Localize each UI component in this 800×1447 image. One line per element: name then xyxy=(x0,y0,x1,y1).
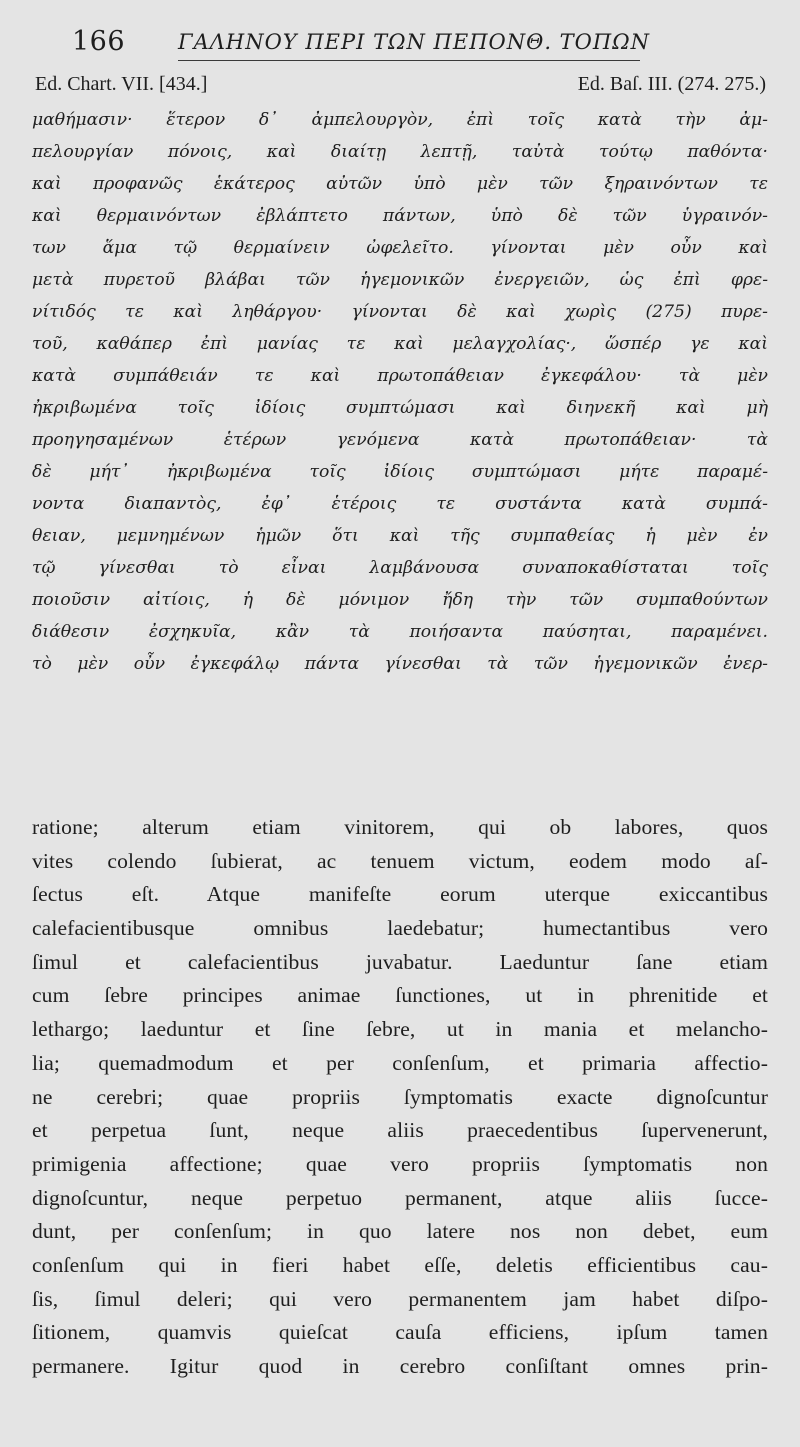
greek-line: δὲ μήτ᾽ ἠκριβωμένα τοῖς ἰδίοις συμπτώμασι μήτε παραμέ- xyxy=(32,462,768,482)
latin-line: ratione; alterum etiam vinitorem, qui ob labores, quos xyxy=(32,815,768,839)
latin-line: primigenia affectione; quae vero propriis ſymptomatis non xyxy=(32,1151,768,1176)
greek-line: τὸ μὲν οὖν ἐγκεφάλῳ πάντα γίνεσθαι τὰ τῶν ἡγεμονικῶν ἐνερ- xyxy=(32,654,768,674)
latin-line: ſectus eſt. Atque manifeſte eorum uterque exiccantibus xyxy=(32,882,768,907)
greek-line: μετὰ πυρετοῦ βλάβαι τῶν ἡγεμονικῶν ἐνεργειῶν, ὡς ἐπὶ φρε- xyxy=(32,270,768,290)
latin-line: ſitionem, quamvis quieſcat cauſa efficiens, ipſum tamen xyxy=(32,1320,768,1345)
latin-line: lia; quemadmodum et per conſenſum, et primaria affectio- xyxy=(32,1050,768,1075)
greek-line: διάθεσιν ἐσχηκυῖα, κἂν τὰ ποιήσαντα παύσηται, παραμένει. xyxy=(32,622,768,642)
greek-line: πελουργίαν πόνοις, καὶ διαίτῃ λεπτῇ, ταὐτὰ τούτῳ παθόντα· xyxy=(32,142,768,162)
greek-line: θειαν, μεμνημένων ἡμῶν ὅτι καὶ τῆς συμπαθείας ἡ μὲν ἐν xyxy=(32,526,768,546)
greek-line: νοντα διαπαντὸς, ἐφ᾽ ἑτέροις τε συστάντα κατὰ συμπά- xyxy=(32,494,768,514)
greek-line: νίτιδός τε καὶ ληθάργου· γίνονται δὲ καὶ χωρὶς (275) πυρε- xyxy=(32,302,768,322)
edition-references xyxy=(32,68,768,98)
greek-line: προηγησαμένων ἑτέρων γενόμενα κατὰ πρωτοπάθειαν· τὰ xyxy=(32,430,768,450)
latin-line: lethargo; laeduntur et ſine ſebre, ut in mania et melancho- xyxy=(32,1017,768,1042)
greek-line: τῷ γίνεσθαι τὸ εἶναι λαμβάνουσα συναποκαθίσταται τοῖς xyxy=(32,558,768,578)
latin-line: dunt, per conſenſum; in quo latere nos non debet, eum xyxy=(32,1219,768,1244)
greek-line: των ἅμα τῷ θερμαίνειν ὠφελεῖτο. γίνονται μὲν οὖν καὶ xyxy=(32,238,768,258)
page-number: 166 xyxy=(72,26,126,57)
greek-line: καὶ προφανῶς ἑκάτερος αὐτῶν ὑπὸ μὲν τῶν ξηραινόντων τε xyxy=(32,174,768,194)
latin-line: ſis, ſimul deleri; qui vero permanentem jam habet diſpo- xyxy=(32,1286,768,1311)
greek-line: καὶ θερμαινόντων ἐβλάπτετο πάντων, ὑπὸ δὲ τῶν ὑγραινόν- xyxy=(32,206,768,226)
latin-line: ſimul et calefacientibus juvabatur. Laeduntur ſane etiam xyxy=(32,949,768,974)
latin-line: conſenſum qui in fieri habet eſſe, deletis efficientibus cau- xyxy=(32,1252,768,1277)
greek-line: μαθήμασιν· ἕτερον δ᾽ ἀμπελουργὸν, ἐπὶ τοῖς κατὰ τὴν ἀμ- xyxy=(32,110,768,130)
latin-line: calefacientibusque omnibus laedebatur; humectantibus vero xyxy=(32,916,768,941)
greek-line: κατὰ συμπάθειάν τε καὶ πρωτοπάθειαν ἐγκεφάλου· τὰ μὲν xyxy=(32,366,768,386)
greek-line: ποιοῦσιν αἰτίοις, ἡ δὲ μόνιμον ἤδη τὴν τῶν συμπαθούντων xyxy=(32,590,768,610)
greek-line: ἠκριβωμένα τοῖς ἰδίοις συμπτώμασι καὶ διηνεκῆ καὶ μὴ xyxy=(32,398,768,418)
latin-line: permanere. Igitur quod in cerebro conſiſtant omnes prin- xyxy=(32,1354,768,1378)
latin-line: et perpetua ſunt, neque aliis praecedentibus ſupervenerunt, xyxy=(32,1118,768,1143)
latin-line: ne cerebri; quae propriis ſymptomatis exacte dignoſcuntur xyxy=(32,1084,768,1109)
latin-line: dignoſcuntur, neque perpetuo permanent, atque aliis ſucce- xyxy=(32,1185,768,1210)
header-rule xyxy=(178,60,640,61)
running-head xyxy=(32,0,768,68)
greek-line: τοῦ, καθάπερ ἐπὶ μανίας τε καὶ μελαγχολίας·, ὥσπέρ γε καὶ xyxy=(32,334,768,354)
latin-line: cum ſebre principes animae ſunctiones, ut in phrenitide et xyxy=(32,983,768,1008)
edition-basel: Ed. Baſ. III. (274. 275.) xyxy=(577,73,766,95)
greek-text xyxy=(32,104,768,680)
latin-text xyxy=(32,811,768,1384)
edition-chartier: Ed. Chart. VII. [434.] xyxy=(35,73,208,95)
running-title: ΓΑΛΗΝΟΥ ΠΕΡΙ ΤΩΝ ΠΕΠΟΝΘ. ΤΟΠΩΝ xyxy=(178,30,650,54)
latin-line: vites colendo ſubierat, ac tenuem victum, eodem modo aſ- xyxy=(32,848,768,873)
